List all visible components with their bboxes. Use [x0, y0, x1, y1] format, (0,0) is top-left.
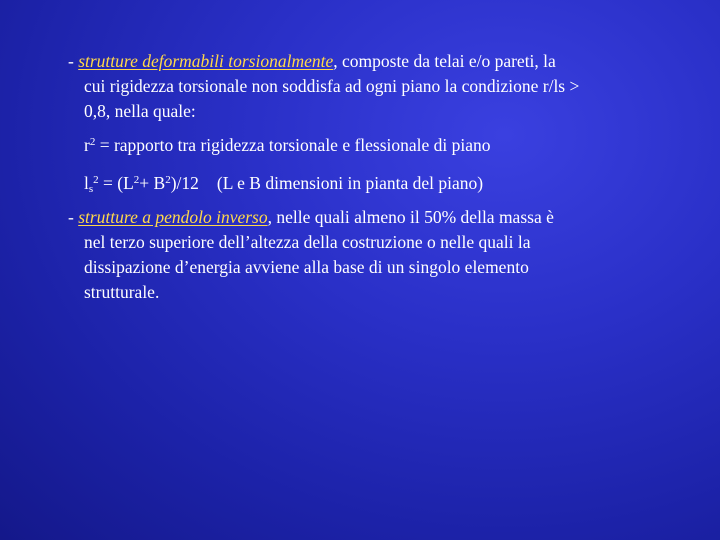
definition-ls [84, 171, 684, 196]
bullet-pendolo-inverso [68, 205, 688, 305]
subscript-s: s [88, 183, 94, 195]
symbol-r: r [84, 135, 90, 155]
bullet-deformabili [68, 49, 688, 124]
term-deformabili-torsionalmente: strutture deformabili torsionalmente [78, 51, 334, 71]
bullet-line-1 [68, 205, 688, 230]
bullet-text: , nelle quali almeno il 50% della massa è [267, 207, 554, 227]
bullet-text: , composte da telai e/o pareti, la [333, 51, 556, 71]
definition-text: = rapporto tra rigidezza torsionale e flessionale di piano [95, 135, 491, 155]
formula-part: )/12 [170, 173, 199, 193]
bullet-dash: - [68, 51, 74, 71]
exponent: 2 [133, 174, 140, 186]
symbol-l: l [84, 173, 89, 193]
exponent: 2 [89, 136, 96, 148]
bullet-line-3: 0,8, nella quale: [84, 101, 196, 121]
bullet-line-2: cui rigidezza torsionale non soddisfa ad ogni piano la condizione r/ls > [84, 76, 580, 96]
bullet-line-1 [68, 49, 688, 74]
exponent: 2 [93, 174, 99, 186]
term-pendolo-inverso: strutture a pendolo inverso [78, 207, 268, 227]
bullet-line-3: dissipazione d’energia avviene alla base di un singolo elemento [84, 257, 529, 277]
bullet-line-4: strutturale. [84, 282, 160, 302]
bullet-dash: - [68, 207, 74, 227]
bullet-line-2: nel terzo superiore dell’altezza della costruzione o nelle quali la [84, 232, 531, 252]
formula-part: = (L [98, 173, 134, 193]
definition-r [84, 133, 684, 158]
formula-note: (L e B dimensioni in pianta del piano) [216, 173, 484, 193]
formula-part: + B [139, 173, 166, 193]
exponent: 2 [165, 174, 171, 186]
